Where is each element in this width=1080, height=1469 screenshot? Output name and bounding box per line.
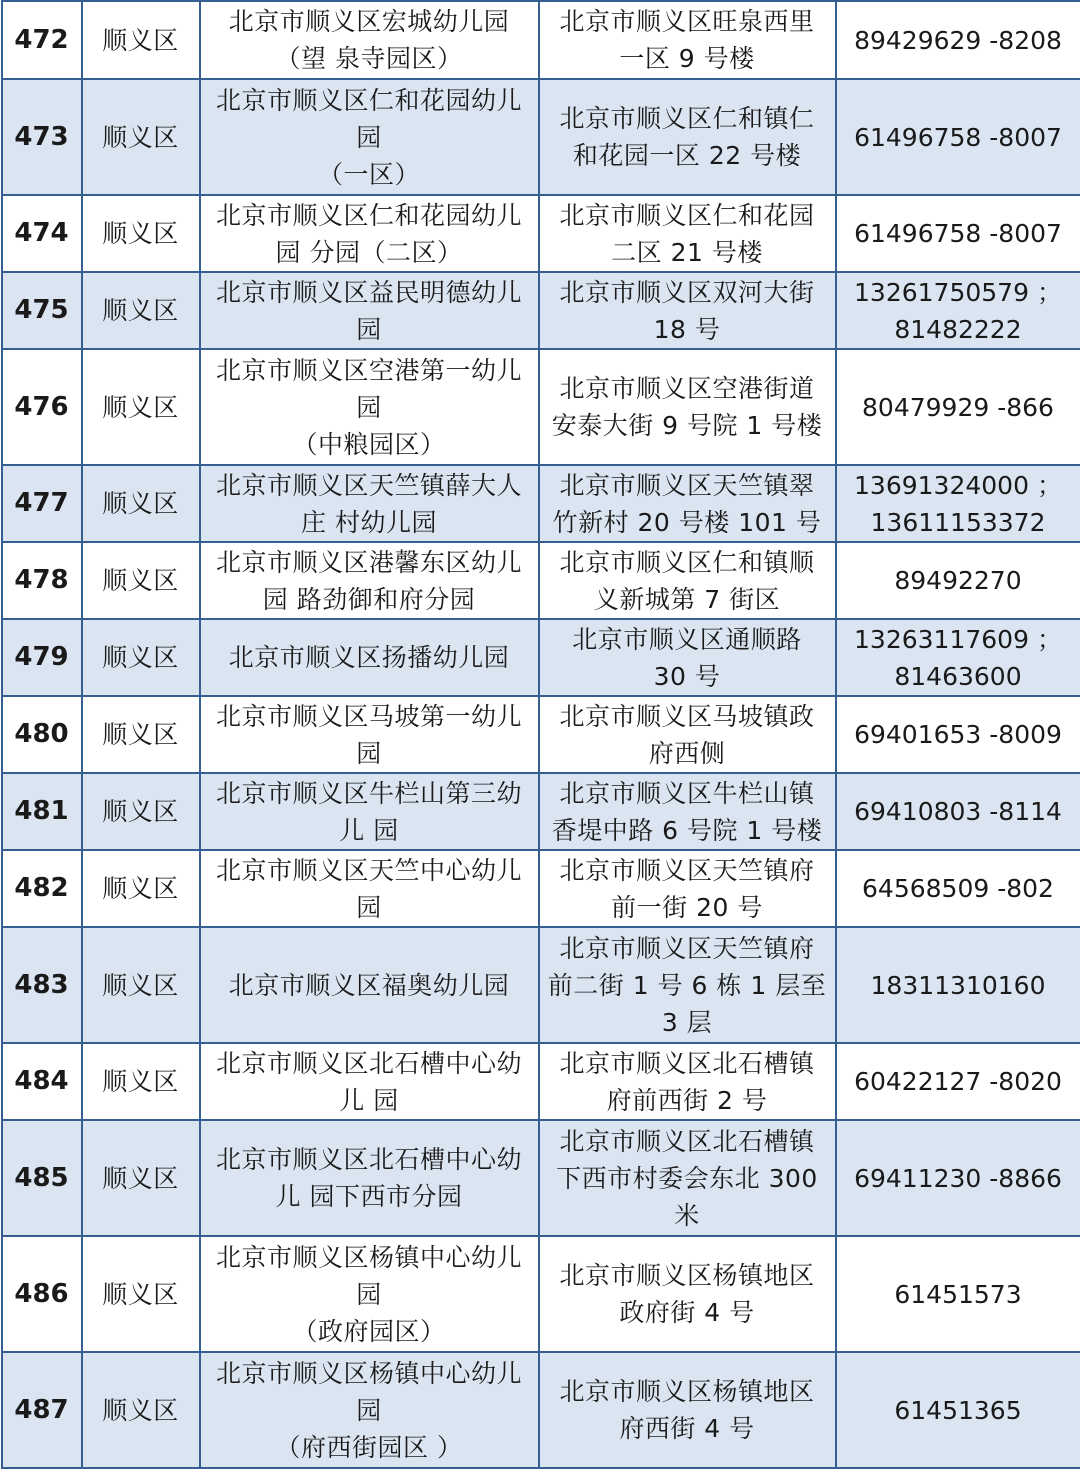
- district-cell: 顺义区: [82, 1043, 200, 1120]
- row-number: 478: [2, 542, 82, 619]
- row-number: 482: [2, 850, 82, 927]
- address-cell-line: 北京市顺义区牛栏山镇: [544, 775, 831, 812]
- kindergarten-name-cell-line: 儿 园: [205, 812, 534, 849]
- kindergarten-name-cell-line: 北京市顺义区杨镇中心幼儿: [205, 1239, 534, 1276]
- district-cell: 顺义区: [82, 619, 200, 696]
- kindergarten-name-cell-line: 北京市顺义区马坡第一幼儿: [205, 698, 534, 735]
- address-cell-line: 北京市顺义区天竺镇府: [544, 852, 831, 889]
- row-number: 477: [2, 465, 82, 542]
- row-number: 476: [2, 349, 82, 465]
- district-cell: 顺义区: [82, 272, 200, 349]
- row-number: 473: [2, 79, 82, 195]
- kindergarten-name-cell-line: 北京市顺义区福奥幼儿园: [205, 967, 534, 1004]
- table-row: [2, 272, 1080, 349]
- address-cell: [539, 1236, 836, 1352]
- kindergarten-name-cell-line: 北京市顺义区北石槽中心幼: [205, 1045, 534, 1082]
- kindergarten-name-cell-line: 儿 园下西市分园: [205, 1178, 534, 1215]
- kindergarten-name-cell-line: 北京市顺义区仁和花园幼儿: [205, 82, 534, 119]
- phone-cell: [836, 195, 1080, 272]
- kindergarten-name-cell: [200, 1120, 539, 1236]
- kindergarten-name-cell-line: 园: [205, 735, 534, 772]
- kindergarten-name-cell-line: 北京市顺义区益民明德幼儿: [205, 274, 534, 311]
- kindergarten-name-cell: [200, 927, 539, 1043]
- kindergarten-name-cell-line: 园: [205, 1392, 534, 1429]
- address-cell: [539, 79, 836, 195]
- phone-cell: [836, 773, 1080, 850]
- kindergarten-name-cell-line: （府西街园区 ）: [205, 1429, 534, 1466]
- address-cell-line: 香堤中路 6 号院 1 号楼: [544, 812, 831, 849]
- kindergarten-name-cell: [200, 1, 539, 79]
- phone-cell: [836, 349, 1080, 465]
- phone-cell-line: 81482222: [841, 311, 1076, 348]
- address-cell-line: 北京市顺义区通顺路: [544, 621, 831, 658]
- kindergarten-name-cell-line: 北京市顺义区扬播幼儿园: [205, 639, 534, 676]
- kindergarten-name-cell-line: 北京市顺义区港馨东区幼儿: [205, 544, 534, 581]
- address-cell-line: 北京市顺义区杨镇地区: [544, 1373, 831, 1410]
- kindergarten-name-cell-line: 北京市顺义区北石槽中心幼: [205, 1141, 534, 1178]
- table-row: [2, 773, 1080, 850]
- phone-cell: [836, 1043, 1080, 1120]
- phone-cell-line: 18311310160: [841, 967, 1076, 1004]
- kindergarten-table: [1, 0, 1080, 1469]
- row-number: 483: [2, 927, 82, 1043]
- address-cell-line: 安泰大街 9 号院 1 号楼: [544, 407, 831, 444]
- address-cell-line: 前一街 20 号: [544, 889, 831, 926]
- phone-cell: [836, 465, 1080, 542]
- address-cell: [539, 272, 836, 349]
- address-cell-line: 18 号: [544, 311, 831, 348]
- phone-cell: [836, 696, 1080, 773]
- kindergarten-name-cell-line: 北京市顺义区牛栏山第三幼: [205, 775, 534, 812]
- address-cell: [539, 850, 836, 927]
- address-cell-line: 北京市顺义区仁和镇顺: [544, 544, 831, 581]
- table-row: [2, 1, 1080, 79]
- table-row: [2, 1236, 1080, 1352]
- phone-cell-line: 13261750579 ；: [841, 274, 1076, 311]
- address-cell-line: 下西市村委会东北 300: [544, 1160, 831, 1197]
- row-number: 479: [2, 619, 82, 696]
- kindergarten-name-cell: [200, 1352, 539, 1468]
- table-row: [2, 195, 1080, 272]
- phone-cell-line: 61451573: [841, 1276, 1076, 1313]
- row-number: 487: [2, 1352, 82, 1468]
- table-row: [2, 349, 1080, 465]
- address-cell-line: 义新城第 7 街区: [544, 581, 831, 618]
- row-number: 475: [2, 272, 82, 349]
- address-cell-line: 北京市顺义区北石槽镇: [544, 1045, 831, 1082]
- table-row: [2, 1352, 1080, 1468]
- address-cell-line: 北京市顺义区双河大街: [544, 274, 831, 311]
- district-cell: 顺义区: [82, 542, 200, 619]
- phone-cell: [836, 619, 1080, 696]
- kindergarten-name-cell-line: 园 分园（二区）: [205, 234, 534, 271]
- district-cell: 顺义区: [82, 773, 200, 850]
- row-number: 481: [2, 773, 82, 850]
- row-number: 480: [2, 696, 82, 773]
- district-cell: 顺义区: [82, 927, 200, 1043]
- district-cell: 顺义区: [82, 696, 200, 773]
- table-row: [2, 79, 1080, 195]
- kindergarten-name-cell-line: 北京市顺义区杨镇中心幼儿: [205, 1355, 534, 1392]
- kindergarten-name-cell-line: （中粮园区）: [205, 426, 534, 463]
- district-cell: 顺义区: [82, 850, 200, 927]
- address-cell: [539, 1, 836, 79]
- kindergarten-name-cell-line: 园: [205, 889, 534, 926]
- kindergarten-name-cell: [200, 272, 539, 349]
- address-cell-line: 北京市顺义区北石槽镇: [544, 1123, 831, 1160]
- kindergarten-name-cell: [200, 619, 539, 696]
- phone-cell-line: 61451365: [841, 1392, 1076, 1429]
- kindergarten-name-cell-line: 北京市顺义区空港第一幼儿: [205, 352, 534, 389]
- district-cell: 顺义区: [82, 349, 200, 465]
- kindergarten-name-cell: [200, 773, 539, 850]
- kindergarten-name-cell-line: 北京市顺义区仁和花园幼儿: [205, 197, 534, 234]
- table-row: [2, 1043, 1080, 1120]
- table-row: [2, 696, 1080, 773]
- kindergarten-name-cell: [200, 1236, 539, 1352]
- phone-cell: [836, 79, 1080, 195]
- phone-cell-line: 89492270: [841, 562, 1076, 599]
- phone-cell: [836, 927, 1080, 1043]
- kindergarten-name-cell-line: 园 路劲御和府分园: [205, 581, 534, 618]
- phone-cell-line: 69410803 -8114: [841, 793, 1076, 830]
- phone-cell-line: 69411230 -8866: [841, 1160, 1076, 1197]
- phone-cell: [836, 1352, 1080, 1468]
- address-cell-line: 30 号: [544, 658, 831, 695]
- address-cell-line: 一区 9 号楼: [544, 40, 831, 77]
- address-cell: [539, 696, 836, 773]
- address-cell-line: 北京市顺义区仁和花园: [544, 197, 831, 234]
- kindergarten-name-cell: [200, 79, 539, 195]
- table-row: [2, 465, 1080, 542]
- address-cell-line: 北京市顺义区旺泉西里: [544, 3, 831, 40]
- phone-cell-line: 13691324000 ；: [841, 467, 1076, 504]
- phone-cell-line: 61496758 -8007: [841, 119, 1076, 156]
- kindergarten-name-cell-line: 北京市顺义区宏城幼儿园: [205, 3, 534, 40]
- district-cell: 顺义区: [82, 1352, 200, 1468]
- row-number: 486: [2, 1236, 82, 1352]
- kindergarten-name-cell: [200, 195, 539, 272]
- table-body: [2, 1, 1080, 1468]
- address-cell-line: 北京市顺义区马坡镇政: [544, 698, 831, 735]
- kindergarten-name-cell-line: 园: [205, 1276, 534, 1313]
- phone-cell-line: 13611153372: [841, 504, 1076, 541]
- phone-cell-line: 64568509 -802: [841, 870, 1076, 907]
- phone-cell-line: 60422127 -8020: [841, 1063, 1076, 1100]
- address-cell: [539, 619, 836, 696]
- row-number: 485: [2, 1120, 82, 1236]
- address-cell-line: 府前西街 2 号: [544, 1082, 831, 1119]
- phone-cell: [836, 850, 1080, 927]
- kindergarten-name-cell: [200, 1043, 539, 1120]
- address-cell: [539, 195, 836, 272]
- kindergarten-name-cell-line: 儿 园: [205, 1082, 534, 1119]
- kindergarten-name-cell-line: 园: [205, 389, 534, 426]
- district-cell: 顺义区: [82, 79, 200, 195]
- kindergarten-name-cell-line: 北京市顺义区天竺镇薛大人: [205, 467, 534, 504]
- phone-cell: [836, 1236, 1080, 1352]
- address-cell-line: 前二街 1 号 6 栋 1 层至: [544, 967, 831, 1004]
- phone-cell-line: 80479929 -866: [841, 389, 1076, 426]
- kindergarten-name-cell-line: 园: [205, 311, 534, 348]
- address-cell: [539, 465, 836, 542]
- address-cell: [539, 1120, 836, 1236]
- phone-cell: [836, 1120, 1080, 1236]
- kindergarten-name-cell: [200, 696, 539, 773]
- row-number: 484: [2, 1043, 82, 1120]
- district-cell: 顺义区: [82, 1120, 200, 1236]
- table-row: [2, 1120, 1080, 1236]
- kindergarten-name-cell-line: （一区）: [205, 156, 534, 193]
- phone-cell: [836, 542, 1080, 619]
- address-cell-line: 和花园一区 22 号楼: [544, 137, 831, 174]
- kindergarten-name-cell-line: 园: [205, 119, 534, 156]
- phone-cell-line: 81463600: [841, 658, 1076, 695]
- address-cell-line: 政府街 4 号: [544, 1294, 831, 1331]
- address-cell: [539, 542, 836, 619]
- phone-cell-line: 69401653 -8009: [841, 716, 1076, 753]
- kindergarten-name-cell-line: 庄 村幼儿园: [205, 504, 534, 541]
- address-cell: [539, 349, 836, 465]
- address-cell-line: 二区 21 号楼: [544, 234, 831, 271]
- table-row: [2, 619, 1080, 696]
- kindergarten-name-cell: [200, 465, 539, 542]
- address-cell-line: 北京市顺义区天竺镇翠: [544, 467, 831, 504]
- address-cell: [539, 1043, 836, 1120]
- row-number: 474: [2, 195, 82, 272]
- kindergarten-name-cell: [200, 349, 539, 465]
- address-cell-line: 北京市顺义区仁和镇仁: [544, 100, 831, 137]
- address-cell-line: 北京市顺义区空港街道: [544, 370, 831, 407]
- district-cell: 顺义区: [82, 1, 200, 79]
- kindergarten-name-cell-line: 北京市顺义区天竺中心幼儿: [205, 852, 534, 889]
- phone-cell-line: 61496758 -8007: [841, 215, 1076, 252]
- phone-cell: [836, 272, 1080, 349]
- kindergarten-name-cell-line: （政府园区）: [205, 1313, 534, 1350]
- row-number: 472: [2, 1, 82, 79]
- address-cell-line: 府西侧: [544, 735, 831, 772]
- address-cell-line: 竹新村 20 号楼 101 号: [544, 504, 831, 541]
- kindergarten-name-cell: [200, 850, 539, 927]
- district-cell: 顺义区: [82, 1236, 200, 1352]
- address-cell-line: 北京市顺义区杨镇地区: [544, 1257, 831, 1294]
- kindergarten-name-cell-line: （望 泉寺园区）: [205, 40, 534, 77]
- address-cell-line: 府西街 4 号: [544, 1410, 831, 1447]
- kindergarten-name-cell: [200, 542, 539, 619]
- table-row: [2, 927, 1080, 1043]
- district-cell: 顺义区: [82, 195, 200, 272]
- address-cell: [539, 773, 836, 850]
- table-row: [2, 542, 1080, 619]
- address-cell: [539, 927, 836, 1043]
- address-cell-line: 3 层: [544, 1004, 831, 1041]
- address-cell-line: 北京市顺义区天竺镇府: [544, 930, 831, 967]
- phone-cell: [836, 1, 1080, 79]
- address-cell-line: 米: [544, 1197, 831, 1234]
- address-cell: [539, 1352, 836, 1468]
- phone-cell-line: 13263117609 ；: [841, 621, 1076, 658]
- table-row: [2, 850, 1080, 927]
- district-cell: 顺义区: [82, 465, 200, 542]
- phone-cell-line: 89429629 -8208: [841, 22, 1076, 59]
